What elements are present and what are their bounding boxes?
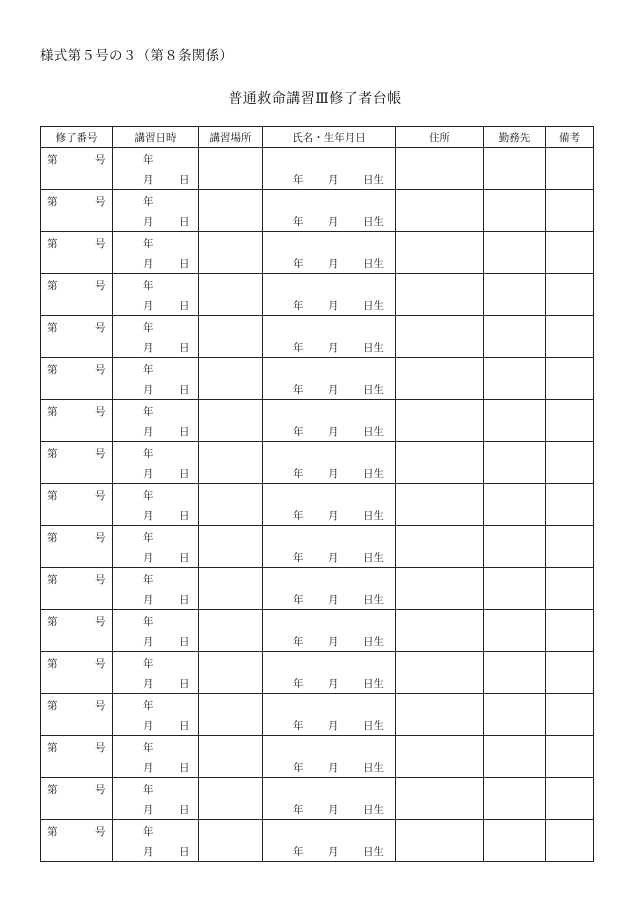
label-birth-month: 月	[328, 510, 339, 522]
cell-course-location[interactable]	[199, 232, 263, 274]
label-dai: 第	[47, 658, 58, 670]
document-title: 普通救命講習Ⅲ修了者台帳	[228, 91, 402, 107]
column-header-remarks: 備考	[546, 127, 594, 148]
column-header-workplace: 勤務先	[484, 127, 546, 148]
column-header-course-location: 講習場所	[199, 127, 263, 148]
label-birth-day: 日生	[363, 846, 384, 858]
label-birth-month: 月	[328, 258, 339, 270]
cell-course-date[interactable]	[113, 232, 199, 274]
label-year: 年	[143, 280, 154, 292]
cell-address[interactable]	[396, 526, 484, 568]
label-go: 号	[95, 532, 106, 544]
label-birth-day: 日生	[363, 384, 384, 396]
label-day: 日	[179, 426, 190, 438]
label-dai: 第	[47, 448, 58, 460]
cell-address[interactable]	[396, 190, 484, 232]
label-day: 日	[179, 636, 190, 648]
cell-completion-number[interactable]	[41, 568, 113, 610]
cell-course-location[interactable]	[199, 526, 263, 568]
label-month: 月	[143, 594, 154, 606]
label-year: 年	[143, 784, 154, 796]
label-birth-year: 年	[293, 174, 304, 186]
label-month: 月	[143, 720, 154, 732]
label-dai: 第	[47, 322, 58, 334]
label-year: 年	[143, 154, 154, 166]
label-birth-day: 日生	[363, 300, 384, 312]
label-month: 月	[143, 762, 154, 774]
label-dai: 第	[47, 280, 58, 292]
label-go: 号	[95, 616, 106, 628]
cell-completion-number[interactable]	[41, 148, 113, 190]
cell-name-birthdate[interactable]	[263, 694, 396, 736]
cell-workplace[interactable]	[484, 778, 546, 820]
cell-course-location[interactable]	[199, 484, 263, 526]
cell-course-date[interactable]	[113, 400, 199, 442]
label-dai: 第	[47, 700, 58, 712]
column-header-completion-number: 修了番号	[41, 127, 113, 148]
cell-name-birthdate[interactable]	[263, 736, 396, 778]
label-year: 年	[143, 196, 154, 208]
cell-remarks[interactable]	[546, 778, 594, 820]
label-day: 日	[179, 720, 190, 732]
cell-completion-number[interactable]	[41, 358, 113, 400]
label-year: 年	[143, 532, 154, 544]
label-year: 年	[143, 616, 154, 628]
cell-workplace[interactable]	[484, 400, 546, 442]
cell-workplace[interactable]	[484, 274, 546, 316]
cell-course-location[interactable]	[199, 694, 263, 736]
label-go: 号	[95, 154, 106, 166]
label-day: 日	[179, 804, 190, 816]
cell-course-location[interactable]	[199, 316, 263, 358]
label-go: 号	[95, 448, 106, 460]
label-year: 年	[143, 364, 154, 376]
cell-name-birthdate[interactable]	[263, 232, 396, 274]
table-row	[41, 484, 594, 526]
cell-course-date[interactable]	[113, 694, 199, 736]
cell-workplace[interactable]	[484, 652, 546, 694]
cell-name-birthdate[interactable]	[263, 190, 396, 232]
cell-name-birthdate[interactable]	[263, 652, 396, 694]
cell-completion-number[interactable]	[41, 694, 113, 736]
label-birth-month: 月	[328, 468, 339, 480]
label-day: 日	[179, 468, 190, 480]
label-dai: 第	[47, 826, 58, 838]
register-table	[40, 126, 594, 862]
cell-course-location[interactable]	[199, 400, 263, 442]
table-row	[41, 820, 594, 862]
table-row	[41, 526, 594, 568]
label-birth-day: 日生	[363, 174, 384, 186]
label-birth-year: 年	[293, 510, 304, 522]
label-birth-year: 年	[293, 300, 304, 312]
table-row	[41, 148, 594, 190]
cell-course-date[interactable]	[113, 190, 199, 232]
cell-course-location[interactable]	[199, 610, 263, 652]
label-birth-day: 日生	[363, 468, 384, 480]
table-row	[41, 400, 594, 442]
cell-remarks[interactable]	[546, 148, 594, 190]
label-day: 日	[179, 258, 190, 270]
label-day: 日	[179, 552, 190, 564]
label-month: 月	[143, 216, 154, 228]
label-month: 月	[143, 552, 154, 564]
label-go: 号	[95, 658, 106, 670]
label-birth-month: 月	[328, 594, 339, 606]
label-month: 月	[143, 384, 154, 396]
cell-remarks[interactable]	[546, 820, 594, 862]
label-go: 号	[95, 742, 106, 754]
cell-course-date[interactable]	[113, 316, 199, 358]
label-month: 月	[143, 258, 154, 270]
label-dai: 第	[47, 616, 58, 628]
cell-address[interactable]	[396, 358, 484, 400]
label-birth-year: 年	[293, 636, 304, 648]
label-month: 月	[143, 468, 154, 480]
label-birth-year: 年	[293, 258, 304, 270]
header-row	[41, 127, 594, 148]
column-header-address: 住所	[396, 127, 484, 148]
cell-remarks[interactable]	[546, 484, 594, 526]
cell-address[interactable]	[396, 316, 484, 358]
cell-name-birthdate[interactable]	[263, 442, 396, 484]
label-month: 月	[143, 300, 154, 312]
cell-name-birthdate[interactable]	[263, 274, 396, 316]
cell-course-date[interactable]	[113, 526, 199, 568]
cell-remarks[interactable]	[546, 694, 594, 736]
table-row	[41, 190, 594, 232]
label-birth-month: 月	[328, 300, 339, 312]
label-month: 月	[143, 636, 154, 648]
cell-workplace[interactable]	[484, 526, 546, 568]
label-go: 号	[95, 406, 106, 418]
label-birth-year: 年	[293, 762, 304, 774]
cell-completion-number[interactable]	[41, 820, 113, 862]
label-day: 日	[179, 510, 190, 522]
cell-completion-number[interactable]	[41, 484, 113, 526]
label-month: 月	[143, 174, 154, 186]
cell-course-date[interactable]	[113, 778, 199, 820]
cell-workplace[interactable]	[484, 190, 546, 232]
cell-remarks[interactable]	[546, 400, 594, 442]
cell-address[interactable]	[396, 484, 484, 526]
cell-course-date[interactable]	[113, 148, 199, 190]
label-dai: 第	[47, 364, 58, 376]
cell-completion-number[interactable]	[41, 736, 113, 778]
cell-remarks[interactable]	[546, 610, 594, 652]
table-row	[41, 358, 594, 400]
label-birth-month: 月	[328, 384, 339, 396]
label-birth-year: 年	[293, 594, 304, 606]
cell-workplace[interactable]	[484, 148, 546, 190]
label-day: 日	[179, 174, 190, 186]
cell-workplace[interactable]	[484, 736, 546, 778]
label-month: 月	[143, 342, 154, 354]
label-dai: 第	[47, 406, 58, 418]
label-dai: 第	[47, 196, 58, 208]
label-year: 年	[143, 490, 154, 502]
label-day: 日	[179, 678, 190, 690]
column-header-course-date: 講習日時	[113, 127, 199, 148]
cell-name-birthdate[interactable]	[263, 316, 396, 358]
cell-completion-number[interactable]	[41, 526, 113, 568]
cell-address[interactable]	[396, 652, 484, 694]
table-row	[41, 442, 594, 484]
label-birth-month: 月	[328, 636, 339, 648]
cell-remarks[interactable]	[546, 442, 594, 484]
cell-course-location[interactable]	[199, 442, 263, 484]
label-go: 号	[95, 238, 106, 250]
label-birth-year: 年	[293, 384, 304, 396]
cell-workplace[interactable]	[484, 358, 546, 400]
label-day: 日	[179, 846, 190, 858]
table-row	[41, 652, 594, 694]
cell-completion-number[interactable]	[41, 400, 113, 442]
cell-address[interactable]	[396, 778, 484, 820]
table-row	[41, 568, 594, 610]
cell-address[interactable]	[396, 442, 484, 484]
label-birth-year: 年	[293, 426, 304, 438]
label-dai: 第	[47, 784, 58, 796]
cell-workplace[interactable]	[484, 484, 546, 526]
cell-address[interactable]	[396, 820, 484, 862]
label-birth-day: 日生	[363, 594, 384, 606]
cell-course-date[interactable]	[113, 442, 199, 484]
cell-course-location[interactable]	[199, 148, 263, 190]
label-birth-day: 日生	[363, 342, 384, 354]
cell-workplace[interactable]	[484, 568, 546, 610]
label-year: 年	[143, 658, 154, 670]
table-row	[41, 316, 594, 358]
label-birth-year: 年	[293, 342, 304, 354]
label-birth-day: 日生	[363, 216, 384, 228]
label-month: 月	[143, 426, 154, 438]
cell-completion-number[interactable]	[41, 316, 113, 358]
label-day: 日	[179, 762, 190, 774]
cell-course-location[interactable]	[199, 190, 263, 232]
cell-completion-number[interactable]	[41, 652, 113, 694]
label-go: 号	[95, 700, 106, 712]
label-dai: 第	[47, 532, 58, 544]
cell-course-location[interactable]	[199, 778, 263, 820]
label-birth-month: 月	[328, 762, 339, 774]
cell-address[interactable]	[396, 694, 484, 736]
label-birth-day: 日生	[363, 762, 384, 774]
label-birth-month: 月	[328, 678, 339, 690]
cell-course-location[interactable]	[199, 736, 263, 778]
cell-course-location[interactable]	[199, 820, 263, 862]
label-go: 号	[95, 322, 106, 334]
cell-workplace[interactable]	[484, 610, 546, 652]
cell-remarks[interactable]	[546, 736, 594, 778]
label-birth-year: 年	[293, 846, 304, 858]
cell-name-birthdate[interactable]	[263, 526, 396, 568]
cell-course-date[interactable]	[113, 274, 199, 316]
label-year: 年	[143, 322, 154, 334]
cell-remarks[interactable]	[546, 232, 594, 274]
cell-remarks[interactable]	[546, 358, 594, 400]
cell-workplace[interactable]	[484, 232, 546, 274]
cell-course-date[interactable]	[113, 484, 199, 526]
label-year: 年	[143, 238, 154, 250]
label-year: 年	[143, 448, 154, 460]
cell-remarks[interactable]	[546, 190, 594, 232]
label-birth-year: 年	[293, 720, 304, 732]
cell-remarks[interactable]	[546, 316, 594, 358]
register-body	[41, 148, 594, 862]
cell-name-birthdate[interactable]	[263, 148, 396, 190]
label-birth-day: 日生	[363, 552, 384, 564]
cell-completion-number[interactable]	[41, 610, 113, 652]
cell-address[interactable]	[396, 610, 484, 652]
table-row	[41, 274, 594, 316]
cell-name-birthdate[interactable]	[263, 568, 396, 610]
label-birth-year: 年	[293, 552, 304, 564]
cell-remarks[interactable]	[546, 568, 594, 610]
label-birth-day: 日生	[363, 678, 384, 690]
label-dai: 第	[47, 490, 58, 502]
cell-course-date[interactable]	[113, 736, 199, 778]
cell-name-birthdate[interactable]	[263, 358, 396, 400]
label-birth-month: 月	[328, 216, 339, 228]
label-birth-day: 日生	[363, 510, 384, 522]
cell-address[interactable]	[396, 148, 484, 190]
cell-name-birthdate[interactable]	[263, 778, 396, 820]
cell-workplace[interactable]	[484, 442, 546, 484]
table-row	[41, 232, 594, 274]
label-day: 日	[179, 594, 190, 606]
cell-address[interactable]	[396, 232, 484, 274]
form-number: 様式第５号の３（第８条関係）	[40, 48, 234, 64]
label-birth-year: 年	[293, 804, 304, 816]
cell-workplace[interactable]	[484, 316, 546, 358]
cell-course-date[interactable]	[113, 652, 199, 694]
label-birth-month: 月	[328, 846, 339, 858]
label-month: 月	[143, 846, 154, 858]
label-birth-month: 月	[328, 804, 339, 816]
label-go: 号	[95, 196, 106, 208]
cell-completion-number[interactable]	[41, 274, 113, 316]
cell-course-location[interactable]	[199, 652, 263, 694]
label-go: 号	[95, 784, 106, 796]
label-go: 号	[95, 364, 106, 376]
label-month: 月	[143, 510, 154, 522]
cell-course-date[interactable]	[113, 820, 199, 862]
label-dai: 第	[47, 154, 58, 166]
label-birth-month: 月	[328, 720, 339, 732]
label-dai: 第	[47, 574, 58, 586]
label-go: 号	[95, 826, 106, 838]
cell-course-location[interactable]	[199, 568, 263, 610]
label-month: 月	[143, 804, 154, 816]
label-go: 号	[95, 574, 106, 586]
label-dai: 第	[47, 238, 58, 250]
label-birth-month: 月	[328, 552, 339, 564]
cell-course-location[interactable]	[199, 274, 263, 316]
cell-name-birthdate[interactable]	[263, 610, 396, 652]
label-birth-day: 日生	[363, 258, 384, 270]
table-row	[41, 694, 594, 736]
cell-address[interactable]	[396, 400, 484, 442]
label-birth-day: 日生	[363, 804, 384, 816]
cell-address[interactable]	[396, 736, 484, 778]
table-row	[41, 778, 594, 820]
label-year: 年	[143, 574, 154, 586]
cell-name-birthdate[interactable]	[263, 820, 396, 862]
cell-remarks[interactable]	[546, 274, 594, 316]
cell-workplace[interactable]	[484, 694, 546, 736]
label-birth-month: 月	[328, 342, 339, 354]
cell-completion-number[interactable]	[41, 190, 113, 232]
cell-course-date[interactable]	[113, 568, 199, 610]
label-year: 年	[143, 742, 154, 754]
cell-name-birthdate[interactable]	[263, 484, 396, 526]
cell-course-date[interactable]	[113, 610, 199, 652]
cell-address[interactable]	[396, 568, 484, 610]
label-dai: 第	[47, 742, 58, 754]
label-birth-month: 月	[328, 426, 339, 438]
label-birth-day: 日生	[363, 426, 384, 438]
column-header-name-birthdate: 氏名・生年月日	[263, 127, 396, 148]
label-go: 号	[95, 490, 106, 502]
cell-course-date[interactable]	[113, 358, 199, 400]
label-birth-day: 日生	[363, 636, 384, 648]
label-birth-year: 年	[293, 468, 304, 480]
cell-name-birthdate[interactable]	[263, 400, 396, 442]
label-birth-month: 月	[328, 174, 339, 186]
label-day: 日	[179, 342, 190, 354]
label-year: 年	[143, 700, 154, 712]
cell-completion-number[interactable]	[41, 442, 113, 484]
label-month: 月	[143, 678, 154, 690]
label-day: 日	[179, 384, 190, 396]
cell-course-location[interactable]	[199, 358, 263, 400]
table-row	[41, 610, 594, 652]
cell-remarks[interactable]	[546, 526, 594, 568]
cell-address[interactable]	[396, 274, 484, 316]
label-year: 年	[143, 406, 154, 418]
cell-completion-number[interactable]	[41, 232, 113, 274]
label-birth-year: 年	[293, 216, 304, 228]
cell-completion-number[interactable]	[41, 778, 113, 820]
cell-workplace[interactable]	[484, 820, 546, 862]
label-day: 日	[179, 216, 190, 228]
label-birth-year: 年	[293, 678, 304, 690]
cell-remarks[interactable]	[546, 652, 594, 694]
label-go: 号	[95, 280, 106, 292]
label-day: 日	[179, 300, 190, 312]
label-year: 年	[143, 826, 154, 838]
table-row	[41, 736, 594, 778]
label-birth-day: 日生	[363, 720, 384, 732]
